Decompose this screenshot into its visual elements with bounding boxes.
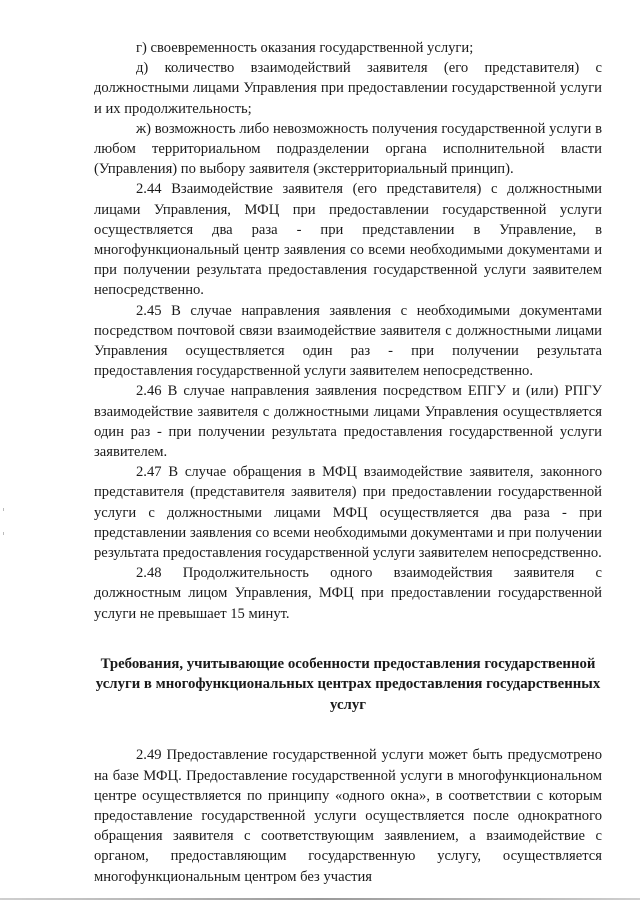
scan-bottom-edge	[0, 898, 640, 900]
document-body	[94, 38, 602, 887]
paragraph-2-46: 2.46 В случае направления заявления посредством ЕПГУ и (или) РПГУ взаимодействие заявителя с должностными лицами Управления осуществляется один раз - при получении результата предоставления государственной услуги заявителем.	[94, 383, 602, 461]
paragraph-2-49: 2.49 Предоставление государственной услуги может быть предусмотрено на базе МФЦ. Предоставление государственной услуги в многофункциональном центре осуществляется по принципу «одного окна», в соответствии с которым предоставление государственной услуги осуществляется после однократного обращения заявителя с соответствующим заявлением, а взаимодействие с органом, предоставляющим государственную услугу, осуществляется многофункциональным центром без участия	[94, 747, 602, 885]
paragraph-2-45: 2.45 В случае направления заявления с необходимыми документами посредством почтовой связи взаимодействие заявителя с должностными лицами Управления осуществляется один раз - при получении результата предоставления государственной услуги заявителем непосредственно.	[94, 302, 602, 380]
paragraph-2-47: 2.47 В случае обращения в МФЦ взаимодействие заявителя, законного представителя (представителя заявителя) при предоставлении государственной услуги с должностными лицами МФЦ осуществляется два раза - при представлении заявления со всеми необходимыми документами и при получении результата предоставления государственной услуги заявителем непосредственно.	[94, 464, 602, 562]
paragraph-2-48: 2.48 Продолжительность одного взаимодействия заявителя с должностным лицом Управления, МФЦ при предоставлении государственной услуги не превышает 15 минут.	[94, 565, 602, 622]
paragraph-zh: ж) возможность либо невозможность получения государственной услуги в любом территориальном подразделении органа исполнительной власти (Управления) по выбору заявителя (экстерриториальный принцип).	[94, 120, 602, 178]
scan-mark	[3, 532, 4, 535]
paragraph-g: г) своевременность оказания государственной услуги;	[136, 40, 474, 56]
paragraph-2-44: 2.44 Взаимодействие заявителя (его представителя) с должностными лицами Управления, МФЦ при предоставлении государственной услуги осуществляется два раза - при представлении в Управление, в многофункциональный центр заявления со всеми необходимыми документами и при получении результата предоставления государственной услуги заявителем непосредственно.	[94, 181, 602, 299]
section-heading: Требования, учитывающие особенности предоставления государственной услуги в многофункциональных центрах предоставления государственных услуг	[95, 655, 601, 713]
scan-mark	[3, 508, 4, 511]
paragraph-d: д) количество взаимодействий заявителя (его представителя) с должностными лицами Управления при предоставлении государственной услуги и их продолжительность;	[94, 60, 602, 117]
